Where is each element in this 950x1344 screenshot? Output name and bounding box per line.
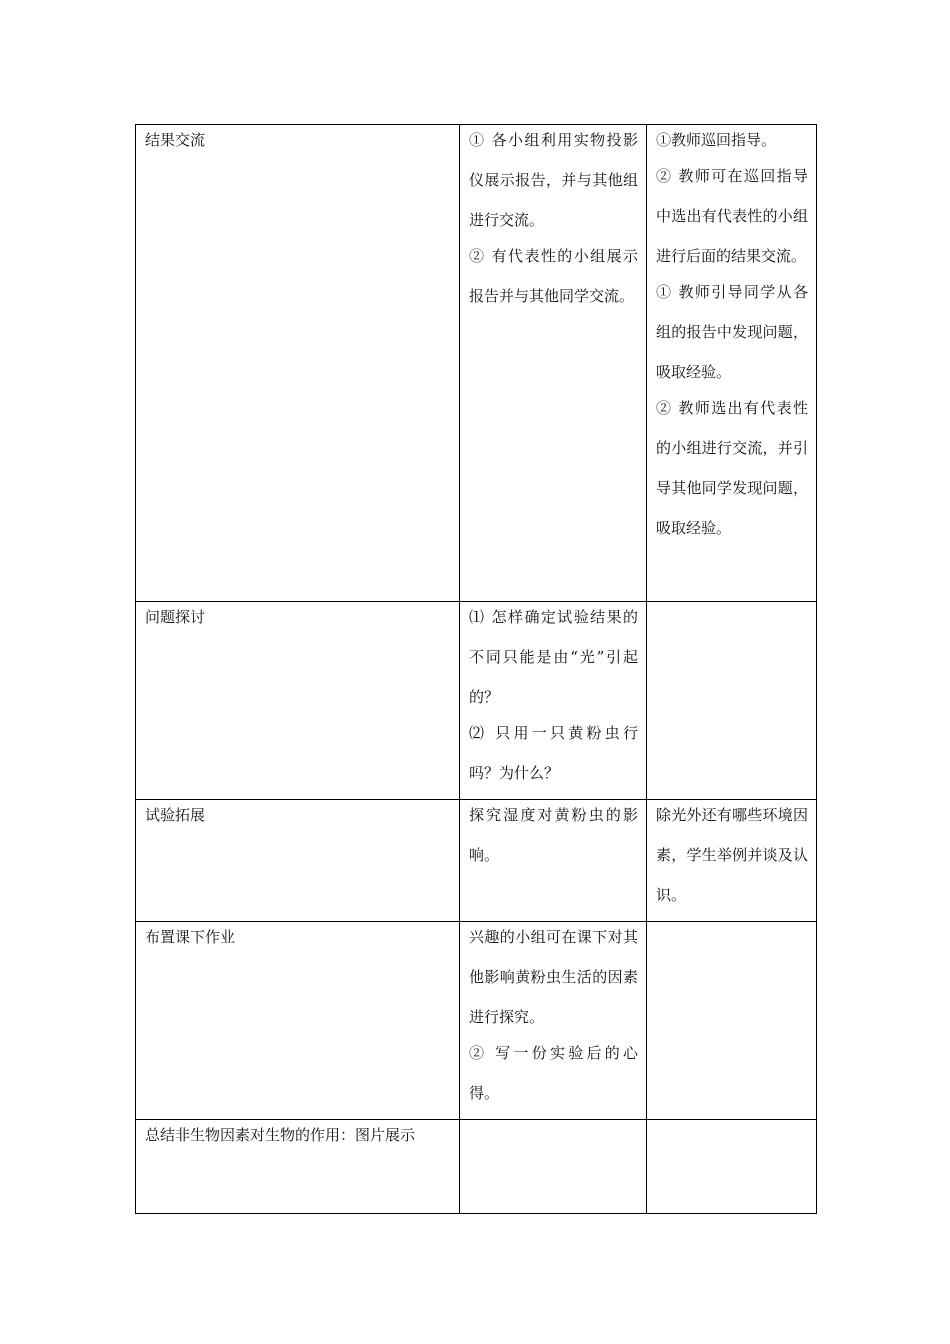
student-activity-item: ⑵ 只用一只黄粉虫行吗？为什么？ — [469, 724, 638, 782]
teacher-activity-cell — [647, 922, 817, 1120]
student-activity-item: ② 有代表性的小组展示报告并与其他同学交流。 — [469, 247, 638, 305]
teacher-activity-cell — [647, 125, 817, 602]
stage-label: 问题探讨 — [145, 608, 206, 626]
stage-cell — [136, 800, 460, 922]
stage-cell — [136, 125, 460, 602]
teacher-activity-item: 除光外还有哪些环境因素，学生举例并谈及认识。 — [656, 806, 808, 904]
table-row — [136, 125, 817, 602]
teacher-activity-cell — [647, 800, 817, 922]
teacher-activity-item: ② 教师选出有代表性的小组进行交流，并引导其他同学发现问题，吸取经验。 — [656, 399, 808, 537]
stage-label: 布置课下作业 — [145, 928, 236, 946]
student-activity-item: ① 各小组利用实物投影仪展示报告，并与其他组进行交流。 — [469, 131, 638, 229]
teacher-activity-cell — [647, 1120, 817, 1214]
table-row — [136, 922, 817, 1120]
table-row — [136, 800, 817, 922]
teacher-activity-item: ① 教师引导同学从各组的报告中发现问题，吸取经验。 — [656, 283, 808, 381]
student-activity-cell — [460, 922, 647, 1120]
student-activity-item: 兴趣的小组可在课下对其他影响黄粉虫生活的因素进行探究。 — [469, 928, 638, 1026]
stage-label: 结果交流 — [145, 131, 206, 149]
student-activity-cell — [460, 800, 647, 922]
stage-cell — [136, 602, 460, 800]
student-activity-item: ⑴ 怎样确定试验结果的不同只能是由“光”引起的？ — [469, 608, 638, 706]
table-row — [136, 1120, 817, 1214]
student-activity-cell — [460, 125, 647, 602]
teacher-activity-item: ② 教师可在巡回指导中选出有代表性的小组进行后面的结果交流。 — [656, 167, 808, 265]
teacher-activity-item: ①教师巡回指导。 — [656, 131, 777, 149]
table-row — [136, 602, 817, 800]
student-activity-item: ② 写一份实验后的心得。 — [469, 1044, 638, 1102]
stage-label: 总结非生物因素对生物的作用：图片展示 — [145, 1126, 416, 1144]
stage-cell — [136, 922, 460, 1120]
lesson-plan-table — [135, 124, 817, 1214]
teacher-activity-cell — [647, 602, 817, 800]
student-activity-item: 探究湿度对黄粉虫的影响。 — [469, 806, 638, 864]
student-activity-cell — [460, 1120, 647, 1214]
stage-label: 试验拓展 — [145, 806, 206, 824]
stage-cell — [136, 1120, 460, 1214]
student-activity-cell — [460, 602, 647, 800]
